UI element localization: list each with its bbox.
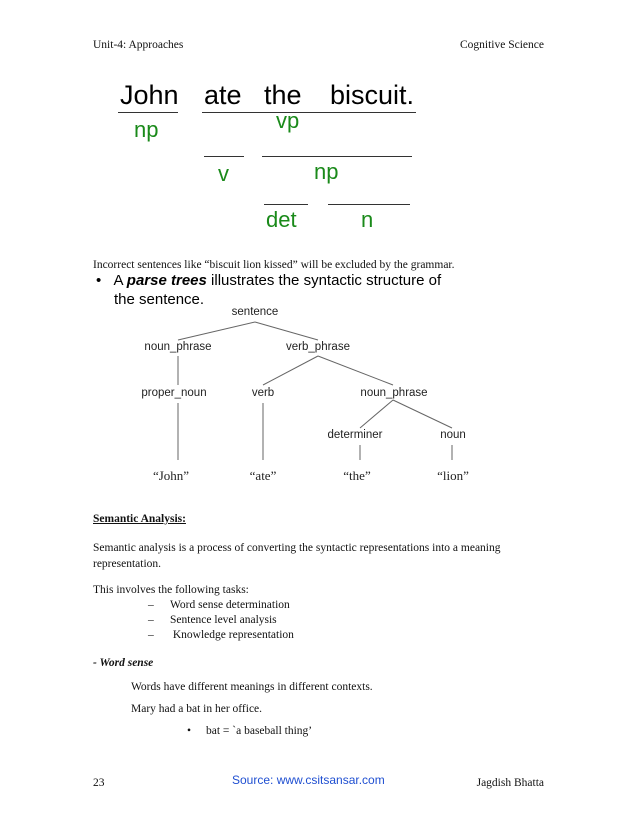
bullet-line2: the sentence.: [114, 291, 205, 308]
edge-sentence-vp: [255, 322, 318, 340]
task-item: Knowledge representation: [170, 629, 294, 641]
bullet-emphasis: parse trees: [126, 272, 207, 289]
label-v: v: [218, 161, 229, 186]
edge-np-determiner: [360, 400, 393, 428]
word-biscuit: biscuit.: [330, 80, 415, 110]
task-item: Sentence level analysis: [170, 614, 277, 626]
word-sense-bullet-glyph: •: [187, 725, 192, 737]
tasks-intro: This involves the following tasks:: [93, 584, 249, 596]
semantic-heading: Semantic Analysis:: [93, 513, 186, 525]
source-link[interactable]: Source: www.csitsansar.com: [232, 773, 385, 787]
node-sentence: sentence: [231, 306, 279, 318]
leaf-john: “John”: [152, 468, 190, 483]
page-number: 23: [93, 777, 105, 789]
leaf-ate: “ate”: [249, 468, 277, 483]
author-name: Jagdish Bhatta: [476, 777, 544, 789]
semantic-para-line2: representation.: [93, 558, 162, 570]
node-determiner: determiner: [327, 429, 383, 441]
word-john: John: [120, 80, 179, 110]
task-dash: –: [148, 614, 154, 626]
node-noun-phrase-2: noun_phrase: [360, 387, 428, 399]
word-ate: ate: [204, 80, 242, 110]
edge-vp-np: [318, 356, 393, 385]
node-verb: verb: [251, 387, 275, 399]
header-right: Cognitive Science: [460, 39, 544, 51]
label-vp: vp: [276, 108, 300, 133]
label-np-object: np: [314, 159, 339, 184]
node-noun: noun: [440, 429, 466, 441]
bullet-prefix: A: [113, 272, 127, 289]
edge-sentence-np: [178, 322, 255, 340]
word-sense-bullet-text: bat = `a baseball thing’: [206, 725, 313, 737]
leaf-lion: “lion”: [437, 468, 469, 483]
node-verb-phrase: verb_phrase: [286, 341, 350, 353]
leaf-the: “the”: [343, 468, 371, 483]
incorrect-sentence-text: Incorrect sentences like “biscuit lion kissed” will be excluded by the grammar.: [93, 259, 455, 271]
task-dash: –: [148, 629, 154, 641]
word-sense-line2: Mary had a bat in her office.: [131, 703, 263, 715]
bullet-rest: illustrates the syntactic structure of: [206, 272, 442, 289]
word-sense-line1: Words have different meanings in different contexts.: [131, 681, 373, 693]
label-n: n: [361, 207, 374, 232]
task-dash: –: [148, 599, 154, 611]
header-left: Unit-4: Approaches: [93, 39, 184, 51]
word-the: the: [264, 80, 302, 110]
edge-vp-verb: [263, 356, 318, 385]
semantic-para-line1: Semantic analysis is a process of converting the syntactic representations into a meaning: [93, 542, 501, 554]
edge-np-noun: [393, 400, 452, 428]
bullet-glyph: •: [96, 272, 102, 289]
node-noun-phrase: noun_phrase: [144, 341, 212, 353]
word-sense-heading: - Word sense: [93, 657, 154, 669]
node-proper-noun: proper_noun: [141, 387, 207, 399]
task-item: Word sense determination: [170, 599, 290, 611]
label-det: det: [266, 207, 297, 232]
label-np-subject: np: [134, 117, 159, 142]
